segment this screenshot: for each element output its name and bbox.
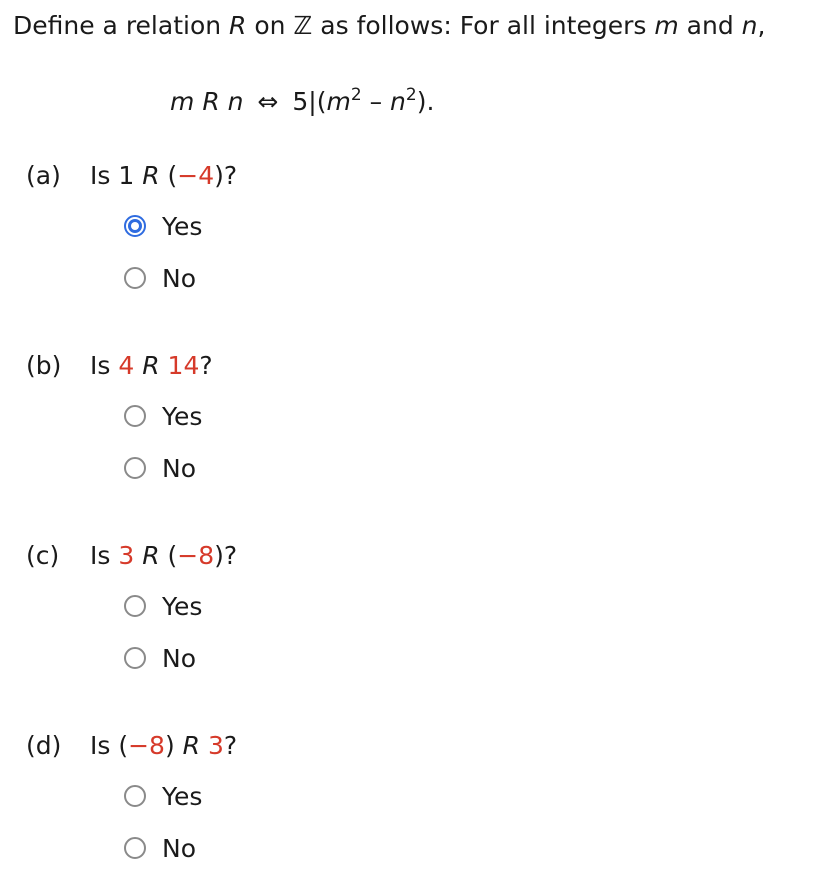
question-c-yes-option[interactable]	[124, 590, 202, 622]
option-label: Yes	[162, 401, 203, 431]
question-d	[26, 731, 237, 760]
relation-definition	[170, 87, 434, 116]
question-label: (d)	[26, 731, 62, 760]
question-label: (c)	[26, 541, 60, 570]
question-value: −8	[128, 731, 165, 760]
relation-symbol: R	[142, 161, 160, 190]
option-label: No	[162, 833, 196, 863]
iff-symbol: ⇔	[257, 87, 279, 116]
radio-unchecked-icon[interactable]	[124, 405, 146, 427]
question-value: −8	[177, 541, 215, 570]
question-label: (a)	[26, 161, 61, 190]
question-c	[26, 541, 237, 570]
intro-text: ,	[757, 11, 766, 40]
question-b-no-option[interactable]	[124, 452, 196, 484]
formula-exponent: 2	[405, 85, 417, 105]
intro-text: and	[678, 11, 742, 40]
question-label: (b)	[26, 351, 62, 380]
formula-exponent: 2	[350, 85, 362, 105]
option-label: No	[162, 263, 196, 293]
question-text: ?	[223, 731, 238, 760]
question-value: 3	[118, 541, 135, 570]
option-label: Yes	[162, 591, 203, 621]
question-text: Is	[90, 351, 119, 380]
question-text: )	[164, 731, 183, 760]
question-text: (	[159, 541, 178, 570]
question-a	[26, 161, 237, 190]
question-a-yes-option[interactable]	[124, 210, 202, 242]
formula-m: m	[326, 87, 351, 116]
question-c-no-option[interactable]	[124, 642, 196, 674]
question-value: 4	[118, 351, 135, 380]
formula-m: m	[170, 87, 195, 116]
integers-symbol: ℤ	[293, 11, 313, 40]
radio-unchecked-icon[interactable]	[124, 595, 146, 617]
question-d-yes-option[interactable]	[124, 780, 202, 812]
formula-n: n	[227, 87, 244, 116]
radio-unchecked-icon[interactable]	[124, 837, 146, 859]
question-value: −4	[177, 161, 215, 190]
option-label: No	[162, 643, 196, 673]
question-d-no-option[interactable]	[124, 832, 196, 864]
formula-close: ).	[416, 87, 435, 116]
relation-symbol: R	[229, 11, 247, 40]
question-text: )?	[214, 161, 238, 190]
question-text: Is	[90, 541, 119, 570]
question-text: (	[159, 161, 178, 190]
relation-symbol: R	[142, 541, 160, 570]
option-label: No	[162, 453, 196, 483]
question-text: Is 1	[90, 161, 143, 190]
formula-R: R	[202, 87, 220, 116]
option-label: Yes	[162, 211, 203, 241]
formula-minus: –	[361, 87, 391, 116]
radio-unchecked-icon[interactable]	[124, 267, 146, 289]
question-text: ?	[199, 351, 213, 380]
formula-n: n	[390, 87, 406, 116]
question-b-yes-option[interactable]	[124, 400, 202, 432]
intro-text: as follows: For all integers	[312, 11, 655, 40]
question-b	[26, 351, 213, 380]
question-text: )?	[214, 541, 238, 570]
radio-checked-icon[interactable]	[124, 215, 146, 237]
problem-statement	[13, 11, 765, 40]
radio-unchecked-icon[interactable]	[124, 457, 146, 479]
option-label: Yes	[162, 781, 203, 811]
question-value: 14	[167, 351, 200, 380]
intro-text: on	[246, 11, 294, 40]
question-text: Is (	[90, 731, 129, 760]
question-a-no-option[interactable]	[124, 262, 196, 294]
relation-symbol: R	[142, 351, 160, 380]
relation-symbol: R	[182, 731, 201, 760]
question-value: 3	[208, 731, 224, 760]
radio-unchecked-icon[interactable]	[124, 785, 146, 807]
intro-text: Define a relation	[13, 11, 230, 40]
formula-divides: 5|(	[292, 87, 327, 116]
variable-n: n	[741, 11, 758, 40]
variable-m: m	[654, 11, 679, 40]
radio-unchecked-icon[interactable]	[124, 647, 146, 669]
